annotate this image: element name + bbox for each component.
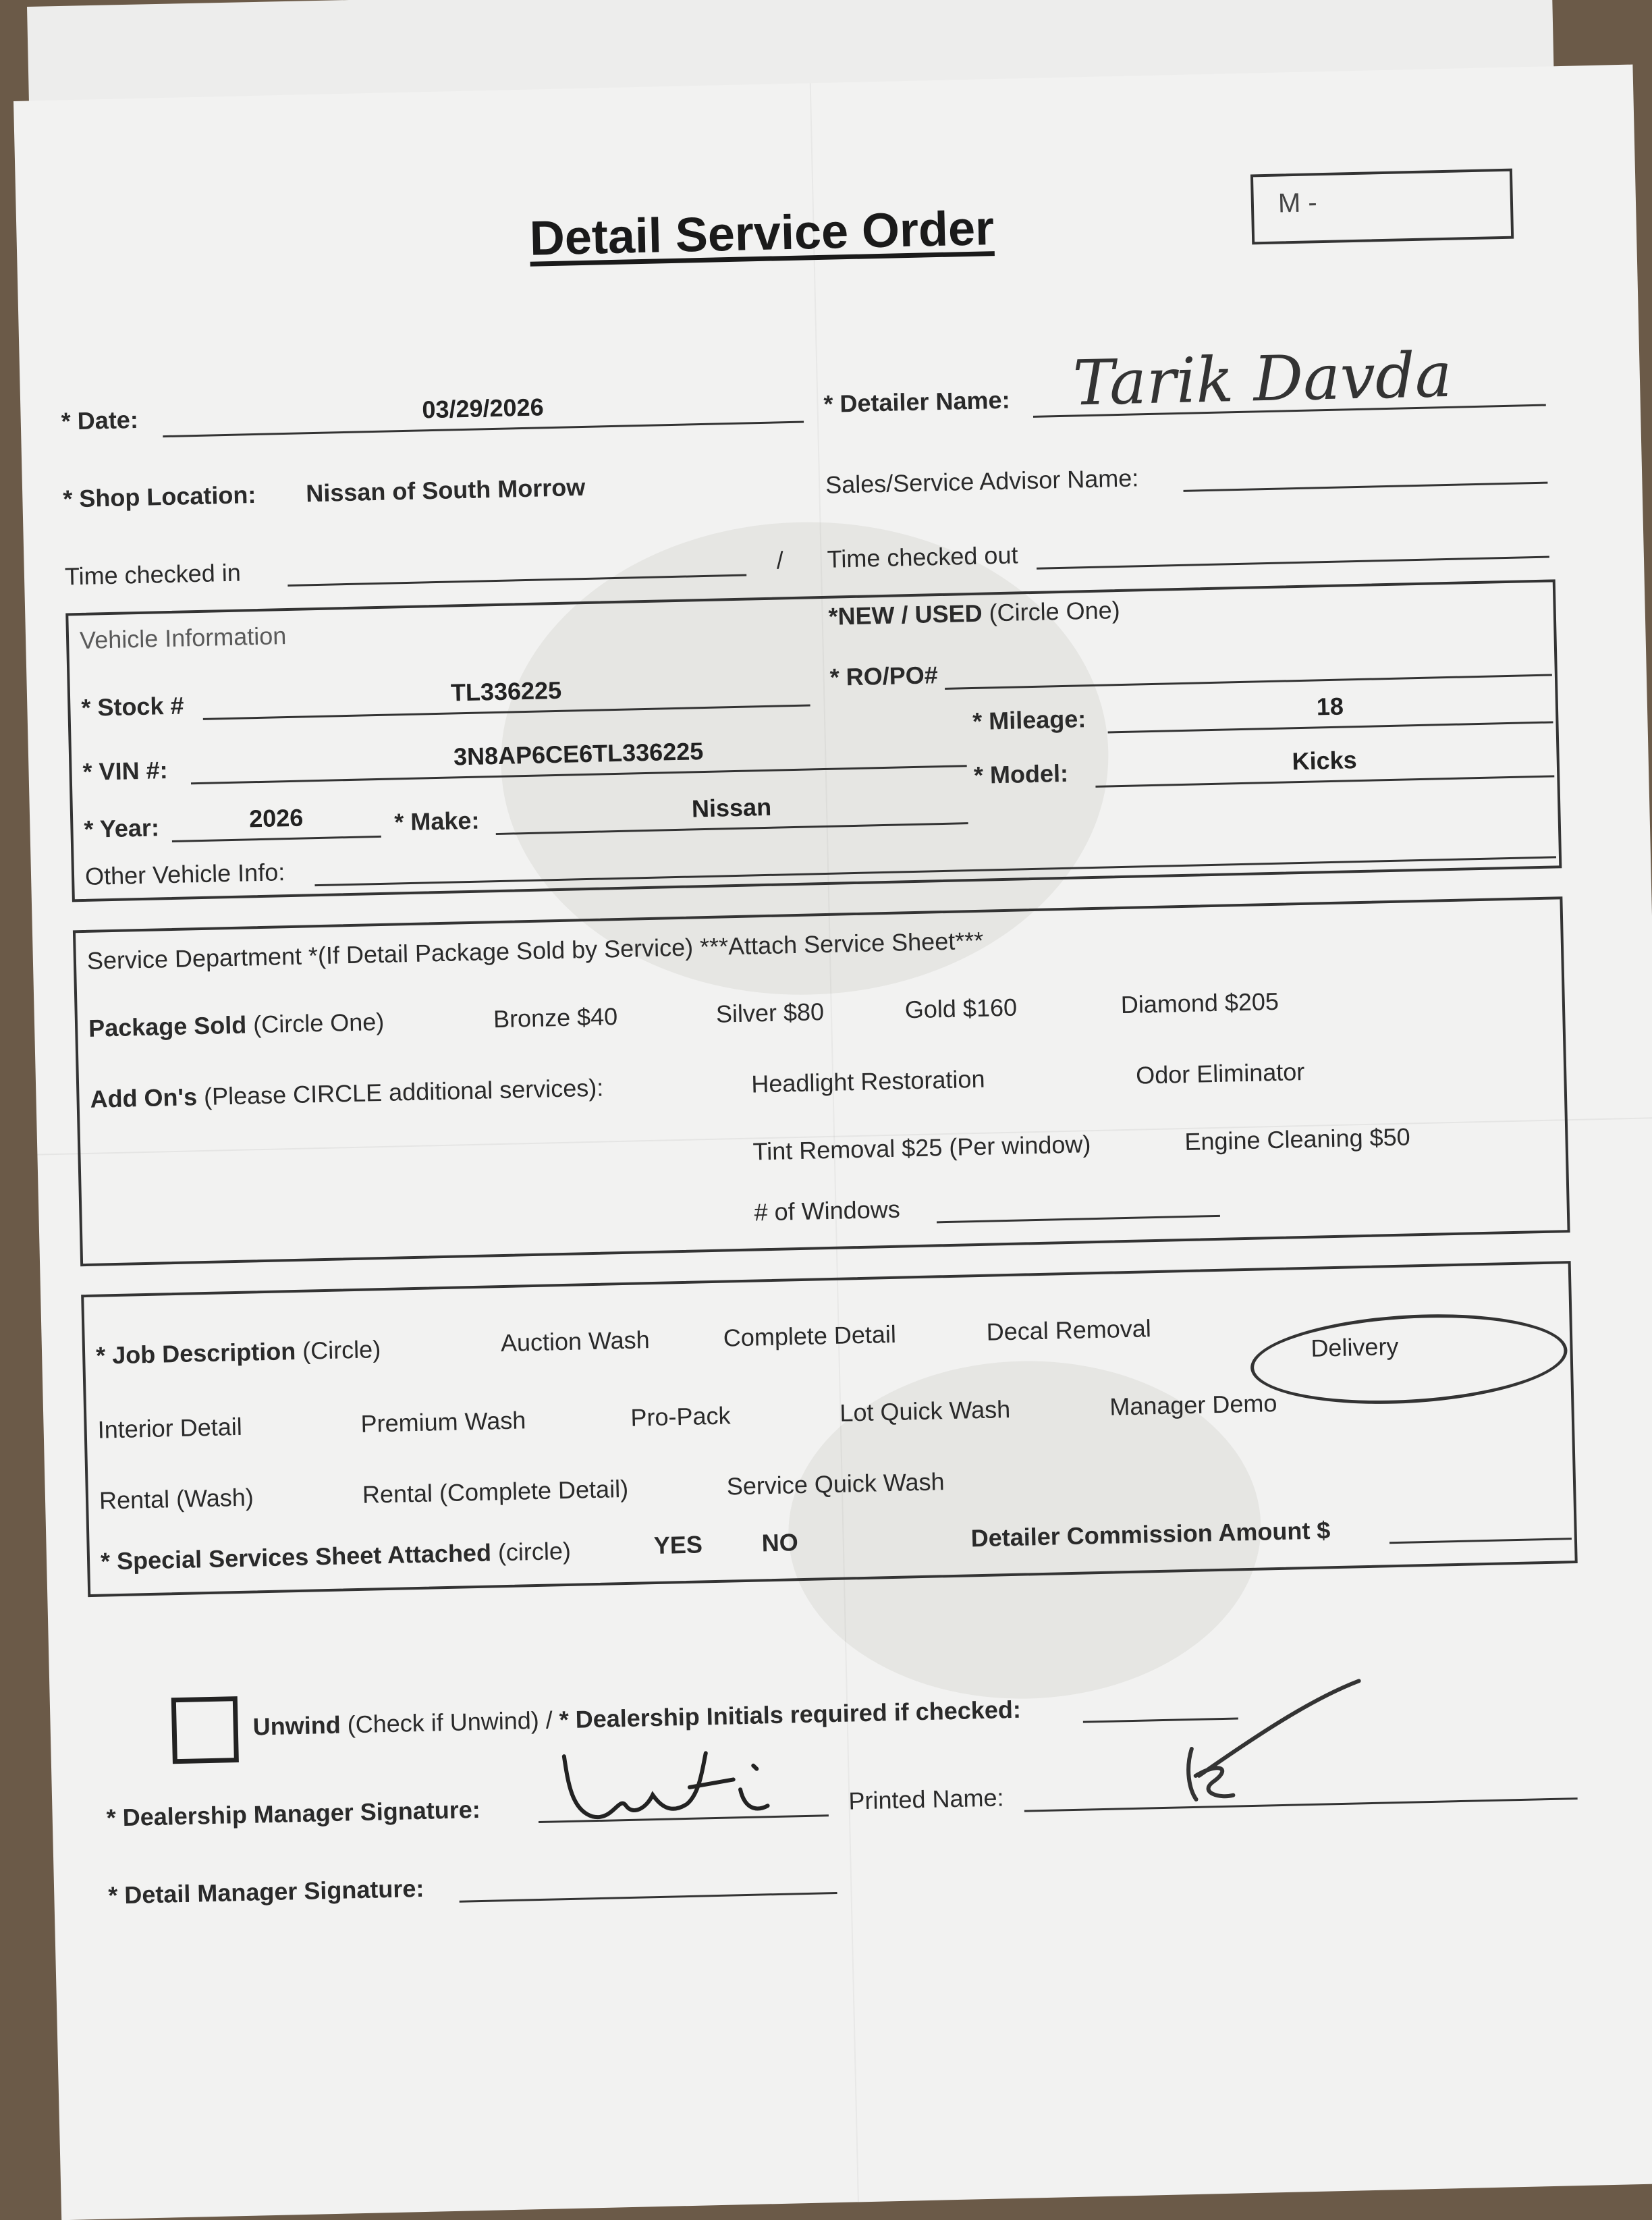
vehicle-info-heading: Vehicle Information <box>79 622 287 654</box>
detailer-name-label: * Detailer Name: <box>823 385 1011 418</box>
time-in-label: Time checked in <box>64 558 242 591</box>
dealership-manager-signature-label: * Dealership Manager Signature: <box>106 1795 481 1832</box>
other-vehicle-info-label: Other Vehicle Info: <box>84 858 285 890</box>
job-description-hint: (Circle) <box>302 1335 381 1365</box>
job-premium-wash[interactable]: Premium Wash <box>360 1406 526 1438</box>
vin-label: * VIN #: <box>82 756 169 786</box>
form-title: Detail Service Order <box>528 201 995 266</box>
new-used-label: *NEW / USED <box>828 599 983 630</box>
service-department-heading: Service Department *(If Detail Package Sold by Service) ***Attach Service Sheet*** <box>86 926 984 975</box>
job-interior-detail[interactable]: Interior Detail <box>97 1412 243 1444</box>
printed-name-label: Printed Name: <box>848 1783 1004 1815</box>
make-value[interactable]: Nissan <box>691 792 772 823</box>
special-services-yes[interactable]: YES <box>653 1530 703 1560</box>
shop-location-value[interactable]: Nissan of South Morrow <box>305 472 586 508</box>
mileage-label: * Mileage: <box>972 705 1086 735</box>
special-services-no[interactable]: NO <box>761 1528 799 1557</box>
year-value[interactable]: 2026 <box>248 803 304 833</box>
ro-po-label: * RO/PO# <box>829 661 939 691</box>
job-complete-detail[interactable]: Complete Detail <box>723 1320 897 1352</box>
time-out-line[interactable] <box>1037 556 1549 570</box>
model-value[interactable]: Kicks <box>1292 746 1358 776</box>
vin-value[interactable]: 3N8AP6CE6TL336225 <box>453 737 704 771</box>
job-manager-demo[interactable]: Manager Demo <box>1109 1389 1277 1421</box>
model-label: * Model: <box>973 759 1069 789</box>
job-rental-wash[interactable]: Rental (Wash) <box>99 1483 254 1515</box>
job-auction-wash[interactable]: Auction Wash <box>500 1326 651 1357</box>
mileage-value[interactable]: 18 <box>1316 692 1344 721</box>
windows-count-label: # of Windows <box>754 1195 901 1226</box>
job-pro-pack[interactable]: Pro-Pack <box>630 1401 731 1432</box>
package-silver[interactable]: Silver $80 <box>715 998 825 1028</box>
job-description-label: * Job Description <box>95 1336 296 1370</box>
add-ons-hint: (Please CIRCLE additional services): <box>203 1073 604 1110</box>
corner-box-label: M - <box>1277 188 1318 219</box>
package-bronze[interactable]: Bronze $40 <box>493 1002 618 1033</box>
year-label: * Year: <box>84 813 160 843</box>
unwind-hint: (Check if Unwind) / <box>347 1706 553 1739</box>
job-rental-complete-detail[interactable]: Rental (Complete Detail) <box>362 1474 629 1509</box>
unwind-checkbox[interactable] <box>171 1696 239 1764</box>
time-separator: / <box>776 546 784 574</box>
unwind-label: Unwind <box>252 1710 341 1741</box>
unwind-requirement: * Dealership Initials required if checked: <box>559 1695 1022 1734</box>
job-delivery[interactable]: Delivery <box>1310 1332 1399 1362</box>
commission-amount-label: Detailer Commission Amount $ <box>970 1516 1331 1552</box>
date-label: * Date: <box>61 405 139 435</box>
corner-box <box>1250 169 1514 245</box>
detailer-name-handwritten[interactable]: Tarik Davda <box>1072 338 1453 420</box>
detail-manager-signature-line[interactable] <box>460 1892 837 1903</box>
addon-engine-cleaning[interactable]: Engine Cleaning $50 <box>1184 1122 1411 1156</box>
shop-location-label: * Shop Location: <box>62 481 256 513</box>
stock-label: * Stock # <box>80 691 184 722</box>
special-services-label: * Special Services Sheet Attached <box>100 1538 492 1575</box>
detail-service-order-form <box>13 65 1652 2220</box>
package-sold-hint: (Circle One) <box>252 1007 385 1039</box>
dealership-manager-signature <box>550 1737 835 1831</box>
time-out-label: Time checked out <box>827 541 1018 573</box>
advisor-name-label: Sales/Service Advisor Name: <box>825 464 1139 499</box>
addon-headlight-restoration[interactable]: Headlight Restoration <box>750 1064 985 1098</box>
addon-odor-eliminator[interactable]: Odor Eliminator <box>1135 1057 1305 1089</box>
make-label: * Make: <box>393 806 480 836</box>
stock-value[interactable]: TL336225 <box>450 676 562 707</box>
date-value[interactable]: 03/29/2026 <box>421 393 545 424</box>
special-services-hint: (circle) <box>497 1536 572 1567</box>
job-lot-quick-wash[interactable]: Lot Quick Wash <box>839 1395 1011 1427</box>
package-gold[interactable]: Gold $160 <box>904 993 1018 1024</box>
package-diamond[interactable]: Diamond $205 <box>1120 987 1279 1019</box>
job-decal-removal[interactable]: Decal Removal <box>986 1314 1152 1346</box>
add-ons-label: Add On's <box>90 1083 198 1113</box>
unwind-field <box>252 1696 1021 1741</box>
advisor-name-line[interactable] <box>1184 482 1548 492</box>
addon-tint-removal[interactable]: Tint Removal $25 (Per window) <box>752 1130 1091 1166</box>
package-sold-label: Package Sold <box>88 1010 247 1042</box>
detail-manager-signature-label: * Detail Manager Signature: <box>107 1874 424 1910</box>
job-service-quick-wash[interactable]: Service Quick Wash <box>726 1467 945 1500</box>
new-used-hint: (Circle One) <box>989 596 1121 627</box>
printed-name-initial-mark <box>1157 1677 1375 1810</box>
